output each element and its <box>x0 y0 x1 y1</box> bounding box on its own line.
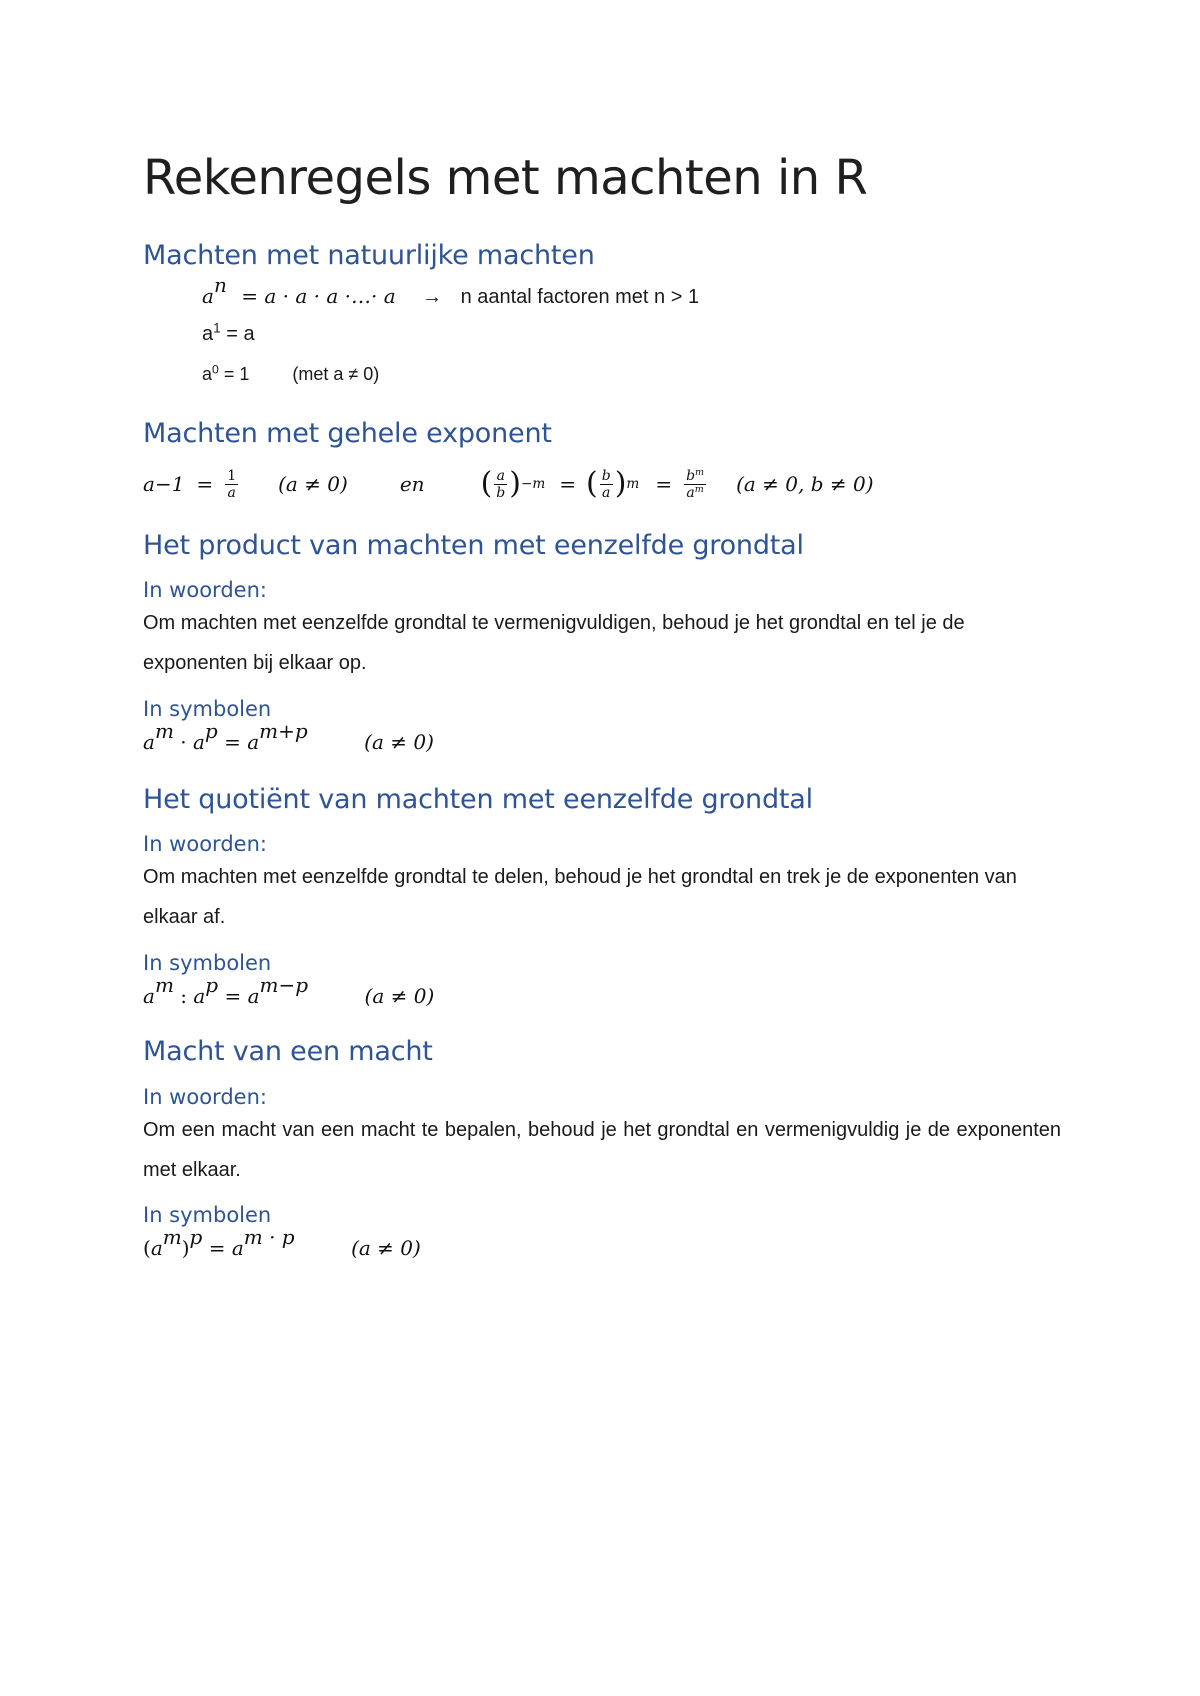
equals-sign: = <box>217 730 248 754</box>
formula-definition <box>202 273 700 309</box>
fraction-power-positive: ( $\frac{b}{a}$ ) m <box>586 466 640 501</box>
base: a <box>150 1236 163 1260</box>
base: a <box>143 984 155 1008</box>
exponent: m−p <box>259 973 309 997</box>
exponent: p <box>205 973 219 997</box>
condition: (met a ≠ 0) <box>292 364 380 384</box>
label-in-woorden: In woorden: <box>143 832 267 856</box>
formula-quotient-rule <box>143 973 435 1008</box>
result: = 1 <box>218 364 250 384</box>
formula-exponent: n <box>213 273 227 297</box>
exponent: p <box>204 719 218 743</box>
numerator: a <box>494 469 507 485</box>
base: a <box>247 984 260 1008</box>
condition: (a ≠ 0) <box>351 1236 421 1260</box>
exponent: m <box>162 1225 182 1249</box>
formula-power-one <box>202 320 255 346</box>
denominator: a <box>227 484 236 501</box>
base: a <box>192 730 205 754</box>
exponent: m+p <box>259 719 308 743</box>
exponent: m · p <box>243 1225 295 1249</box>
label-in-woorden: In woorden: <box>143 578 267 602</box>
heading-quotient: Het quotiënt van machten met eenzelfde grondtal <box>143 784 813 815</box>
label-in-symbolen: In symbolen <box>143 697 272 721</box>
heading-gehele-exponent: Machten met gehele exponent <box>143 418 552 449</box>
fraction-b-over-a-power <box>684 466 706 501</box>
denominator: a <box>602 484 611 501</box>
formula-negative-exponent: a −1 = $\frac{1}{a}$ (a ≠ 0) en ( $\frac{a}{b}$ ) −m = ( $\frac{b}{a}$ ) m = $\frac{b^m}{a^m}$ (a ≠ 0, b ≠ 0) <box>143 466 874 501</box>
exponent: m <box>154 719 174 743</box>
rule-text-power-of-power <box>143 1110 1061 1190</box>
base: a <box>231 1236 244 1260</box>
denominator-exponent: m <box>694 483 704 495</box>
formula-base: a <box>143 472 155 496</box>
exponent: 0 <box>212 362 219 377</box>
condition: (a ≠ 0, b ≠ 0) <box>736 472 874 496</box>
base: a <box>202 364 213 384</box>
operator: : <box>173 984 194 1008</box>
formula-product-rule <box>143 719 434 754</box>
numerator-exponent: m <box>695 466 705 478</box>
formula-base: a <box>202 284 214 308</box>
fraction-one-over-a <box>225 469 238 500</box>
formula-power-of-power <box>143 1225 421 1260</box>
heading-natuurlijke-machten: Machten met natuurlijke machten <box>143 240 595 271</box>
denominator: b <box>496 484 506 501</box>
label-in-symbolen: In symbolen <box>143 1203 272 1227</box>
rule-text-quotient: Om machten met eenzelfde grondtal te delen, behoud je het grondtal en trek je de exponenten van elkaar af. <box>143 866 1017 928</box>
exponent: m <box>154 973 174 997</box>
equals-sign: = <box>202 1236 232 1260</box>
base: a <box>247 730 260 754</box>
exponent: p <box>189 1225 203 1249</box>
formula-power-zero <box>202 364 379 385</box>
fraction-power-negative: ( $\frac{a}{b}$ ) −m <box>480 466 546 501</box>
paren-open: ( <box>143 1236 151 1260</box>
equals-sign: = <box>218 984 248 1008</box>
base: a <box>193 984 206 1008</box>
exponent: 1 <box>213 320 221 336</box>
base: a <box>202 323 214 345</box>
page-title: Rekenregels met machten in R <box>143 150 868 206</box>
label-in-woorden: In woorden: <box>143 1085 267 1109</box>
arrow-icon: → <box>422 286 443 308</box>
numerator: 1 <box>227 467 237 484</box>
base: a <box>143 730 155 754</box>
condition: (a ≠ 0) <box>364 984 435 1008</box>
numerator: b <box>601 467 611 484</box>
label-in-symbolen: In symbolen <box>143 951 272 975</box>
condition: (a ≠ 0) <box>364 730 434 754</box>
equals-sign: = <box>196 472 214 496</box>
rule-text: Om een macht van een macht te bepalen, behoud je het grondtal en vermenigvuldig je de exponenten met elkaar. <box>143 1119 1061 1181</box>
formula-product: = a · a · a ·…· a <box>241 284 396 308</box>
denominator-base: a <box>686 484 695 501</box>
result: = a <box>220 323 255 345</box>
word-en: en <box>399 472 425 496</box>
heading-macht-van-macht: Macht van een macht <box>143 1036 433 1067</box>
operator: · <box>173 730 193 754</box>
formula-explanation: n aantal factoren met n > 1 <box>460 286 700 308</box>
rule-text-product: Om machten met eenzelfde grondtal te vermenigvuldigen, behoud je het grondtal en tel je de exponenten bij elkaar op. <box>143 612 965 674</box>
equals-sign: = <box>655 472 673 496</box>
equals-sign: = <box>559 472 577 496</box>
numerator-base: b <box>686 467 696 484</box>
heading-product: Het product van machten met eenzelfde grondtal <box>143 530 804 561</box>
condition: (a ≠ 0) <box>278 472 348 496</box>
paren-close: ) <box>181 1236 190 1260</box>
